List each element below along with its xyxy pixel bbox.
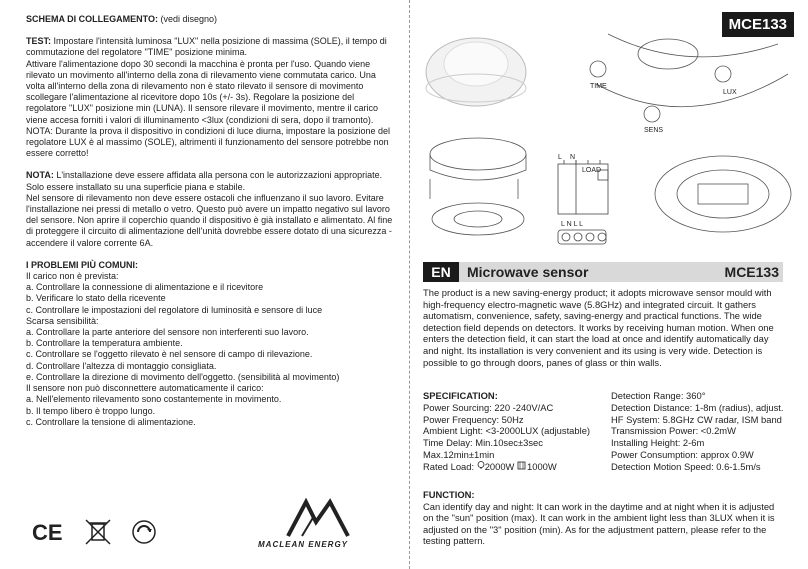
terminal-labels: L N L L bbox=[561, 221, 584, 228]
wiring-heading: SCHEMA DI COLLEGAMENTO: (vedi disegno) bbox=[26, 14, 218, 24]
function-section bbox=[423, 489, 783, 547]
spec-heading: SPECIFICATION: bbox=[423, 390, 498, 401]
list-item: b. Verificare lo stato della ricevente bbox=[26, 293, 166, 304]
spec-item: Detection Distance: 1-8m (radius), adjust. bbox=[611, 401, 784, 413]
spec-item: Time Delay: Min.10sec±3sec bbox=[423, 437, 543, 449]
list-item: a. Controllare la parte anteriore del sensore non interferenti suo lavoro. bbox=[26, 327, 309, 338]
spec-column-right bbox=[611, 390, 786, 473]
maclean-logo bbox=[258, 496, 378, 556]
sensor-diagram-illustration bbox=[418, 14, 798, 254]
lux-label: LUX bbox=[723, 89, 737, 96]
function-text: Can identify day and night: It can work in the daytime and at night when it is adjusted on the "sun" position (max). It can work in the ambient light less than 3LUX when it is adjusted on the "3" position (min). As for the adjustment pattern, please refer to the testing pattern. bbox=[423, 500, 775, 547]
product-intro: The product is a new saving-energy product; it adopts microwave sensor mould with high-frequency electro-magnetic wave (5.8GHz) and integrated circuit. It gathers automatism, convenience, safety, saving-energy and practical functions. The wide detection field depends on detectors. It works by receiving human motion. When one enters the detection field, it can start the load at once and identify automatically day and night. Its installation is very convenient and its using is very wide. Detection is possible to go through doors, panes of glass or thin walls. bbox=[423, 287, 774, 368]
installation-diagrams bbox=[418, 14, 798, 254]
list-item: c. Controllare la tensione di alimentazione. bbox=[26, 416, 196, 427]
product-model: MCE133 bbox=[724, 264, 779, 280]
problems-list bbox=[26, 271, 396, 428]
compliance-icons bbox=[32, 518, 182, 548]
list-item: a. Controllare la connessione di alimentazione e il ricevitore bbox=[26, 282, 264, 293]
spec-column-left bbox=[423, 390, 613, 473]
problems-heading: I PROBLEMI PIÙ COMUNI: bbox=[26, 259, 138, 270]
spec-item: Power Sourcing: 220 -240V/AC bbox=[423, 401, 554, 413]
spec-item: HF System: 5.8GHz CW radar, ISM band bbox=[611, 413, 782, 425]
sensor-product-photo bbox=[426, 38, 526, 106]
language-code: EN bbox=[423, 262, 459, 282]
test-paragraph-2: Attivare l'alimentazione dopo 30 secondi la macchina è pronta per l'uso. Quando viene rilevato un movimento all'interno della zona di rilevamento viene commutata carico. Una volta all'interno della zona di rilevamento non è stato rilevato il sensore di movimento scollegare l'alimentazione al ricevitore dopo 10s (+/- 3s). Regolare la posizione del regolatore "LUX" posizione min (LUNA). Il sensore rilevare il movimento, mentre il carico viene accesa forniti i valori di illuminamento <3lux (condizioni di sera, dopo il tramonto). NOTA: Durante la prova il dispositivo in condizioni di luce diurna, impostare la posizione del regolatore LUX è al massimo (SOLE), altrimenti il funzionamento del sensore potrebbe non essere corretto! bbox=[26, 58, 391, 159]
weee-bin-icon bbox=[86, 520, 110, 544]
time-label: TIME bbox=[590, 83, 607, 90]
line-label: L bbox=[558, 154, 562, 161]
list-item: a. Nell'elemento rilevamento sono costantemente in movimento. bbox=[26, 394, 282, 405]
note-paragraph: NOTA: L'installazione deve essere affidata alla persona con le autorizzazioni appropriate. Solo essere installato su una superficie piana e stabile. bbox=[26, 170, 383, 192]
list-item: c. Controllare le impostazioni del regolatore di luminosità e sensore di luce bbox=[26, 304, 323, 315]
load-label: LOAD bbox=[582, 167, 602, 174]
neutral-label: N bbox=[570, 154, 576, 161]
ce-mark-icon: CE bbox=[32, 520, 63, 545]
list-item: c. Controllare se l'oggetto rilevato è nel sensore di campo di rilevazione. bbox=[26, 349, 313, 360]
product-title: Microwave sensor bbox=[467, 264, 589, 280]
spec-item: Power Frequency: 50Hz bbox=[423, 413, 524, 425]
spec-item: Ambient Light: <3-2000LUX (adjustable) bbox=[423, 425, 591, 437]
settings-panel-drawing bbox=[590, 34, 788, 122]
spec-item: Detection Motion Speed: 0.6-1.5m/s bbox=[611, 460, 761, 472]
open-sensor-drawing bbox=[655, 156, 791, 232]
recycle-icon bbox=[133, 521, 155, 543]
list-item: Scarsa sensibilità: bbox=[26, 315, 99, 326]
test-paragraph: TEST: Impostare l'intensità luminosa "LUX" nella posizione di massima (SOLE), il tempo di commutazione del regolatore "TIME" posizione minima. bbox=[26, 36, 387, 58]
spec-item: Detection Range: 360° bbox=[611, 390, 706, 401]
list-item: b. Il tempo libero è troppo lungo. bbox=[26, 405, 156, 416]
compliance-logos bbox=[32, 518, 182, 553]
function-heading: FUNCTION: bbox=[423, 489, 475, 500]
model-badge: MCE133 bbox=[722, 12, 794, 37]
list-item: Il sensore non può disconnettere automaticamente il carico: bbox=[26, 383, 264, 394]
maclean-m-icon bbox=[258, 496, 378, 540]
spec-item: Power Consumption: approx 0.9W bbox=[611, 448, 754, 460]
spec-item: Transmission Power: <0.2mW bbox=[611, 425, 736, 437]
list-item: e. Controllare la direzione di movimento dell'oggetto. (sensibilità al movimento) bbox=[26, 371, 340, 382]
list-item: Il carico non è prevista: bbox=[26, 271, 119, 282]
list-item: d. Controllare l'altezza di montaggio consigliata. bbox=[26, 360, 217, 371]
bulb-icon bbox=[477, 461, 485, 470]
sens-label: SENS bbox=[644, 127, 664, 134]
italian-instructions bbox=[26, 14, 396, 428]
spec-item: Max.12min±1min bbox=[423, 448, 495, 460]
mounting-drawing bbox=[430, 138, 526, 235]
page-fold-divider bbox=[409, 0, 410, 569]
list-item: b. Controllare la temperatura ambiente. bbox=[26, 338, 183, 349]
english-section-header bbox=[423, 262, 783, 282]
spec-item: Installing Height: 2-6m bbox=[611, 437, 705, 449]
note-paragraph-2: Nel sensore di rilevamento non deve essere ostacoli che influenzano il suo lavoro. Evitare l'installazione nei pressi di metallo o vetro. Questo può avere un impatto negativo sul lavoro del sensore. Non aprire il coperchio quando il dispositivo è già installato e alimentato. Al fine di proteggere il circuito di alimentazione dell'unità dovrebbe essere dotato di una sicurezza - accendere il valore corrente 6A. bbox=[26, 192, 393, 248]
rated-load: Rated Load: 2000W 1000W bbox=[423, 460, 557, 472]
fluorescent-lamp-icon bbox=[517, 461, 527, 470]
brand-name: MACLEAN ENERGY bbox=[258, 540, 349, 549]
